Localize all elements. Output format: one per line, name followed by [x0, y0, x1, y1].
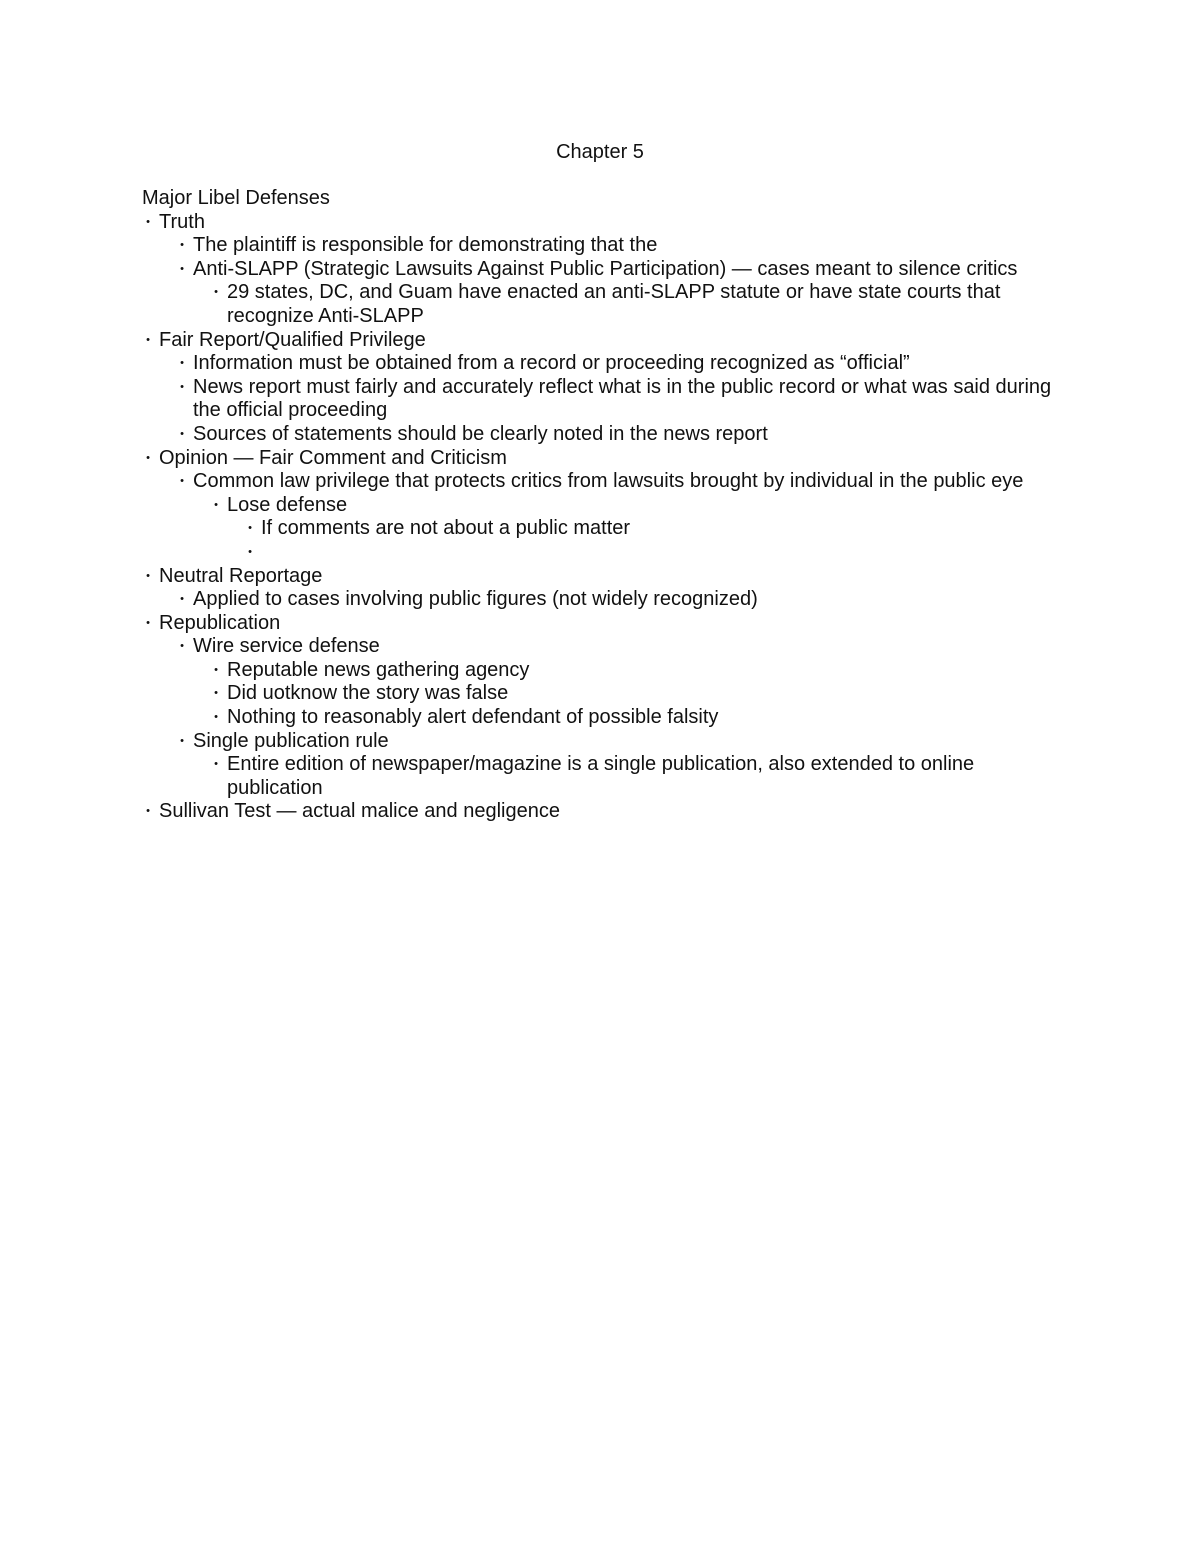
outline-item-text: Sources of statements should be clearly noted in the news report: [193, 422, 768, 445]
outline-item-text: Common law privilege that protects critics from lawsuits brought by individual in the public eye: [193, 470, 1024, 493]
bullet-icon: •: [146, 451, 150, 464]
outline-item-text: Single publication rule: [193, 729, 389, 752]
bullet-icon: •: [180, 380, 184, 393]
outline-item: [142, 211, 1062, 329]
outline-item-text: Sullivan Test — actual malice and negligence: [159, 800, 560, 823]
outline-list: [142, 211, 1062, 824]
outline-subitem: [176, 234, 1062, 258]
outline-subitem: [210, 281, 1062, 328]
bullet-icon: •: [180, 475, 184, 488]
outline-subitem: [176, 258, 1062, 329]
outline-item-text: Lose defense: [227, 493, 348, 516]
outline-sublist: [210, 753, 1062, 800]
outline-subitem: [210, 706, 1062, 730]
outline-item-text: Nothing to reasonably alert defendant of possible falsity: [227, 706, 719, 729]
outline-item: [142, 329, 1062, 447]
outline-subitem: [210, 659, 1062, 683]
bullet-icon: •: [214, 286, 218, 299]
outline-subitem: [210, 494, 1062, 565]
bullet-icon: •: [146, 569, 150, 582]
section-heading: Major Libel Defenses: [142, 187, 330, 209]
outline-subitem: [176, 423, 1062, 447]
outline-item: [142, 565, 1062, 612]
outline-sublist: [176, 234, 1062, 328]
outline-item-text: Republication: [159, 611, 281, 634]
outline-item-text: Information must be obtained from a record or proceeding recognized as “official”: [193, 352, 910, 375]
outline-item-text: If comments are not about a public matter: [261, 517, 631, 540]
outline-item-text: Applied to cases involving public figures (not widely recognized): [193, 588, 758, 611]
bullet-icon: •: [180, 593, 184, 606]
outline-subitem: [176, 352, 1062, 376]
bullet-icon: •: [214, 758, 218, 771]
outline-item-text: Entire edition of newspaper/magazine is a single publication, also extended to online publication: [227, 753, 975, 799]
outline-sublist: [176, 470, 1062, 564]
bullet-icon: •: [146, 805, 150, 818]
outline-sublist: [210, 494, 1062, 565]
outline-item-text: Did uotknow the story was false: [227, 682, 509, 705]
outline-item-text: Fair Report/Qualified Privilege: [159, 328, 426, 351]
bullet-icon: •: [146, 215, 150, 228]
outline-subitem: [176, 470, 1062, 564]
outline-item-text: The plaintiff is responsible for demonstrating that the: [193, 234, 658, 257]
outline-item-text: Opinion — Fair Comment and Criticism: [159, 446, 507, 469]
bullet-icon: •: [146, 333, 150, 346]
chapter-title: Chapter 5: [556, 141, 644, 163]
outline-sublist: [210, 659, 1062, 730]
outline-item-text: Truth: [159, 210, 205, 233]
bullet-icon: •: [180, 640, 184, 653]
outline-subitem: [176, 376, 1062, 423]
outline-sublist: [176, 635, 1062, 800]
outline-subitem: [244, 541, 1062, 565]
outline-subitem: [176, 588, 1062, 612]
bullet-icon: •: [248, 545, 252, 558]
outline-sublist: [176, 352, 1062, 446]
document-body: [142, 187, 1062, 824]
outline-subitem: [176, 730, 1062, 801]
outline-sublist: [176, 588, 1062, 612]
outline-sublist: [210, 281, 1062, 328]
outline-subitem: [176, 635, 1062, 729]
outline-item-text: Neutral Reportage: [159, 564, 323, 587]
outline-item-text: News report must fairly and accurately reflect what is in the public record or what was said during the official proceeding: [193, 375, 1052, 422]
outline-item-text: Anti-SLAPP (Strategic Lawsuits Against Public Participation) — cases meant to silence critics: [193, 257, 1018, 280]
bullet-icon: •: [180, 427, 184, 440]
outline-subitem: [244, 517, 1062, 541]
bullet-icon: •: [214, 711, 218, 724]
bullet-icon: •: [180, 357, 184, 370]
outline-item: [142, 447, 1062, 565]
bullet-icon: •: [214, 687, 218, 700]
bullet-icon: •: [214, 663, 218, 676]
outline-item: [142, 612, 1062, 801]
outline-sublist: [244, 517, 1062, 564]
bullet-icon: •: [180, 734, 184, 747]
outline-item: [142, 800, 1062, 824]
bullet-icon: •: [146, 616, 150, 629]
bullet-icon: •: [180, 239, 184, 252]
outline-item-text: Reputable news gathering agency: [227, 658, 530, 681]
outline-subitem: [210, 682, 1062, 706]
outline-item-text: 29 states, DC, and Guam have enacted an anti-SLAPP statute or have state courts that recognize Anti-SLAPP: [227, 281, 1001, 327]
bullet-icon: •: [214, 498, 218, 511]
outline-item-text: [261, 541, 1062, 565]
outline-subitem: [210, 753, 1062, 800]
bullet-icon: •: [248, 522, 252, 535]
bullet-icon: •: [180, 262, 184, 275]
outline-item-text: Wire service defense: [193, 635, 380, 658]
